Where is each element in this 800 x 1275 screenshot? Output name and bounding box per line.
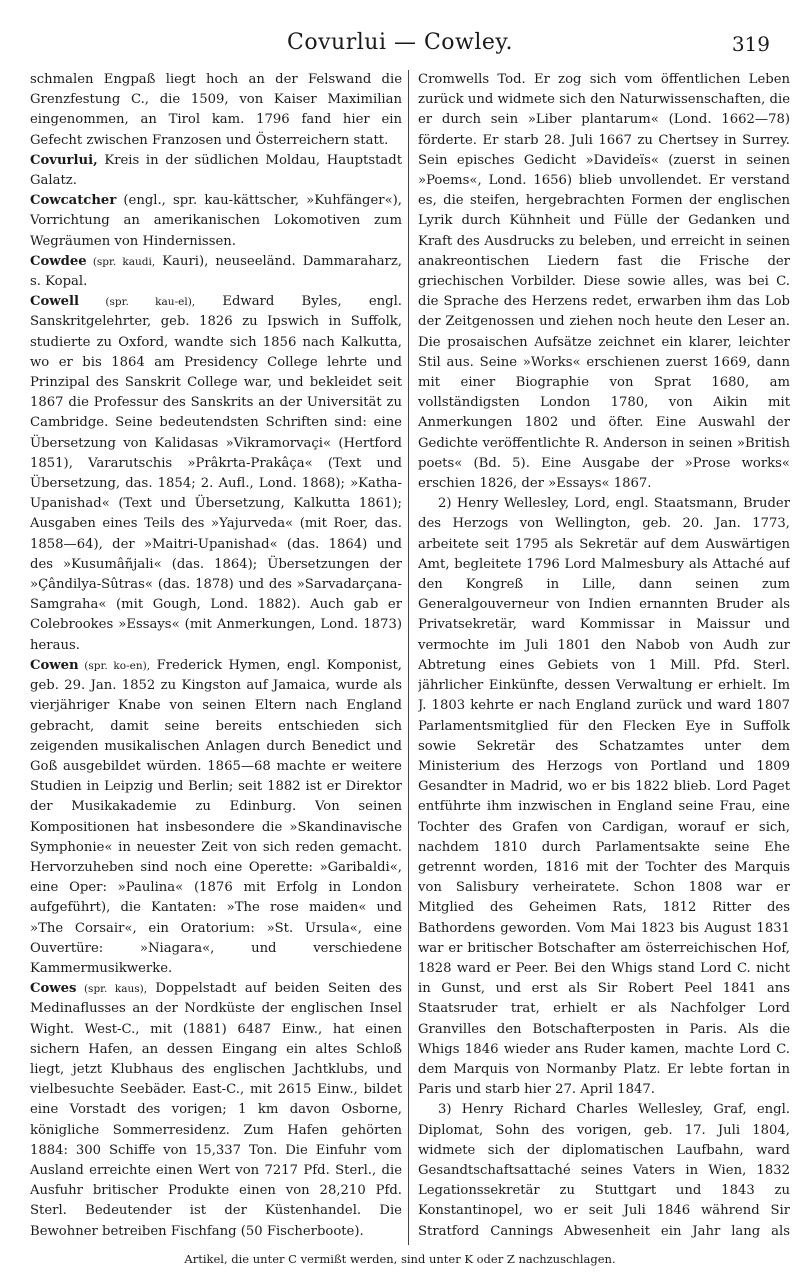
dictionary-entry <box>30 979 402 1242</box>
entry-paragraph: Cromwells Tod. Er zog sich vom öffentlichen Leben zurück und widmete sich den Naturwissenschaften, die er durch sein »Liber plantarum« (Lond. 1662—78) förderte. Er starb 28. Juli 1667 zu Chertsey in Surrey. Sein episches Gedicht »Davideïs« (zuerst in seinen »Poems«, Lond. 1656) blieb unvollendet. Er verstand es, die steifen, hergebrachten Formen der englischen Lyrik durch Kühnheit und Fülle der Gedanken und Kraft des Ausdrucks zu beleben, und erreicht in seinen anakreontischen Liedern fast die Frische der griechischen Vorbilder. Diese sowie alles, was bei C. die Sprache des Herzens redet, erwarben ihm das Lob der Zeitgenossen und ziehen noch heute den Leser an. Die prosaischen Aufsätze zeichnet ein klarer, leichter Stil aus. Seine »Works« erschienen zuerst 1669, dann mit einer Biographie von Sprat 1680, am vollständigsten London 1780, von Aikin mit Anmerkungen 1802 und öfter. Eine Auswahl der Gedichte veröffentlichte R. Anderson in seinen »British poets« (Bd. 5). Eine Ausgabe der »Prose works« erschien 1826, der »Essays« 1867. <box>418 72 790 492</box>
entry-headword: Cowdee <box>30 253 87 269</box>
right-column <box>418 70 790 1245</box>
left-column <box>30 70 402 1245</box>
dictionary-entry <box>30 151 402 191</box>
dictionary-entry <box>30 191 402 252</box>
dictionary-entry <box>30 292 402 656</box>
entry-text: Frederick Hymen, engl. Komponist, geb. 29. Jan. 1852 zu Kingston auf Jamaica, wurde als vierjähriger Knabe von seinen Eltern nach England gebracht, damit seine bereits entschieden sich zeigenden musikalischen Anlagen durch Benedict und Goß ausgebildet würden. 1865—68 machte er weitere Studien in Leipzig und Berlin; seit 1882 ist er Direktor der Musikakademie zu Edinburg. Von seinen Kompositionen hat insbesondere die »Skandinavische Symphonie« in neuester Zeit von sich reden gemacht. Hervorzuheben sind noch eine Operette: »Garibaldi«, eine Oper: »Paulina« (1876 mit Erfolg in London aufgeführt), die Kantaten: »The rose maiden« und »The Corsair«, ein Oratorium: »St. Ursula«, eine Ouvertüre: »Niagara«, und verschiedene Kammermusikwerke. <box>30 657 402 976</box>
column-divider <box>408 70 409 1245</box>
entry-pronunciation: (spr. kaudi, <box>86 255 156 268</box>
entry-pronunciation: (spr. kau-el), <box>79 296 196 309</box>
dictionary-entry <box>30 656 402 979</box>
entry-paragraph: 3) Henry Richard Charles Wellesley, Graf, engl. Diplomat, Sohn des vorigen, geb. 17. Juli 1804, widmete sich der diplomatischen Laufbahn, ward Gesandtschaftsattaché seines Vaters in Wien, 1832 Legationssekretär zu Stuttgart und 1843 zu Konstantinopel, wo er seit Juli 1846 während Sir Stratford Cannings Abwesenheit ein Jahr lang als <box>418 1102 790 1239</box>
entry-headword: Cowcatcher <box>30 193 117 209</box>
entry-text: Doppelstadt auf beiden Seiten des Medinaflusses an der Nordküste der englischen Insel Wight. West-C., mit (1881) 6487 Einw., hat einen sichern Hafen, an dessen Eingang ein altes Schloß liegt, jetzt Klubhaus des englischen Jachtklubs, und vielbesuchte Seebäder. East-C., mit 2615 Einw., bildet eine Vorstadt des vorigen; 1 km davon Osborne, königliche Sommerresidenz. Zum Hafen gehörten 1884: 300 Schiffe von 15,337 Ton. Die Einfuhr vom Ausland erreichte einen Wert von 7217 Pfd. Sterl., die Ausfuhr britischer Produkte einen von 28,210 Pfd. Sterl. Bedeutender ist der Küstenhandel. Die Bewohner betreiben Fischfang (50 Fischerboote). <box>30 981 402 1239</box>
entry-text: Kauri), neuseeländ. Dammaraharz, s. Kopal. <box>30 253 402 290</box>
entry-text: Edward Byles, engl. Sanskritgelehrter, geb. 1826 zu Ipswich in Suffolk, studierte zu Oxford, wandte sich 1856 nach Kalkutta, wo er bis 1864 am Presidency College lehrte und Prinzipal des Sanskrit College war, und bekleidet seit 1867 die Professur des Sanskrits an der Universität zu Cambridge. Seine bedeutendsten Schriften sind: eine Übersetzung von Kalidasas »Vikramorvaçi« (Hertford 1851), Vararutschis »Prâkrta-Prakâça« (Text und Übersetzung, das. 1854; 2. Aufl., Lond. 1868); »Katha-Upanishad« (Text und Übersetzung, Kalkutta 1861); Ausgaben eines Teils des »Yajurveda« (mit Roer, das. 1858—64), der »Maitri-Upanishad« (das. 1864) und des »Kusumâñjali« (das. 1864); Übersetzungen der »Çândilya-Sûtras« (das. 1878) und des »Sarvadarçana-Samgraha« (mit Gough, Lond. 1882). Auch gab er Colebrookes »Essays« (mit Anmerkungen, Lond. 1873) heraus. <box>30 294 402 653</box>
entry-text: schmalen Engpaß liegt hoch an der Felswand die Grenzfestung C., die 1509, von Kaiser Maximilian eingenommen, an Tirol kam. 1796 fand hier ein Gefecht zwischen Franzosen und Österreichern statt. <box>30 72 402 148</box>
entry-headword: Cowell <box>30 294 80 310</box>
entry-paragraph: 2) Henry Wellesley, Lord, engl. Staatsmann, Bruder des Herzogs von Wellington, geb. 20. Jan. 1773, arbeitete seit 1795 als Sekretär auf dem Auswärtigen Amt, begleitete 1796 Lord Malmesbury als Attaché auf den Kongreß in Lille, dann seinen zum Generalgouverneur von Indien ernannten Bruder als Privatsekretär, ward Kommissar in Maissur und vermochte im Juli 1801 den Nabob von Audh zur Abtretung eines Gebiets von 1 Mill. Pfd. Sterl. jährlicher Einkünfte, dessen Verwaltung er erhielt. Im J. 1803 kehrte er nach England zurück und ward 1807 Parlamentsmitglied für den Flecken Eye in Suffolk sowie Sekretär des Schatzamtes unter dem Ministerium des Herzogs von Portland und 1809 Gesandter in Madrid, wo er bis 1822 blieb. Lord Paget entführte ihm inzwischen in England seine Frau, eine Tochter des Grafen von Cardigan, worauf er sich, nachdem 1810 durch Parlamentsakte seine Ehe getrennt worden, 1816 mit der Tochter des Marquis von Salisbury verheiratete. Schon 1808 war er Mitglied des Geheimen Rats, 1812 Ritter des Bathordens geworden. Vom Mai 1823 bis August 1831 war er britischer Botschafter am österreichischen Hof, 1828 ward er Peer. Bei den Whigs stand Lord C. nicht in Gunst, und erst als Sir Robert Peel 1841 ans Staatsruder trat, erhielt er als Nachfolger Lord Granvilles den Botschafterposten in Paris. Als die Whigs 1846 wieder ans Ruder kamen, machte Lord C. dem Marquis von Normanby Platz. Er lebte fortan in Paris und starb hier 27. April 1847. <box>418 496 790 1098</box>
dictionary-entry <box>30 1242 402 1245</box>
entry-text: (engl., spr. kau-kättscher, »Kuhfänger«), Vorrichtung an amerikanischen Lokomotiven zum Wegräumen von Hindernissen. <box>30 193 402 249</box>
dictionary-entry <box>30 70 402 151</box>
page-header <box>30 30 770 58</box>
entry-pronunciation: (spr. kaus), <box>76 983 148 996</box>
page-number: 319 <box>731 32 770 56</box>
entry-headword: Cowes <box>30 981 77 997</box>
entry-headword: Cowen <box>30 657 79 673</box>
entry-pronunciation: (spr. ko-en), <box>78 659 151 672</box>
entry-headword: Covurlui, <box>30 152 98 168</box>
footer-note: Artikel, die unter C vermißt werden, sind unter K oder Z nachzuschlagen. <box>184 1252 616 1266</box>
running-head: Covurlui — Cowley. <box>287 30 513 55</box>
entry-headword <box>30 1244 82 1245</box>
entry-text: Kreis in der südlichen Moldau, Hauptstadt Galatz. <box>30 152 402 189</box>
dictionary-entry <box>30 252 402 292</box>
